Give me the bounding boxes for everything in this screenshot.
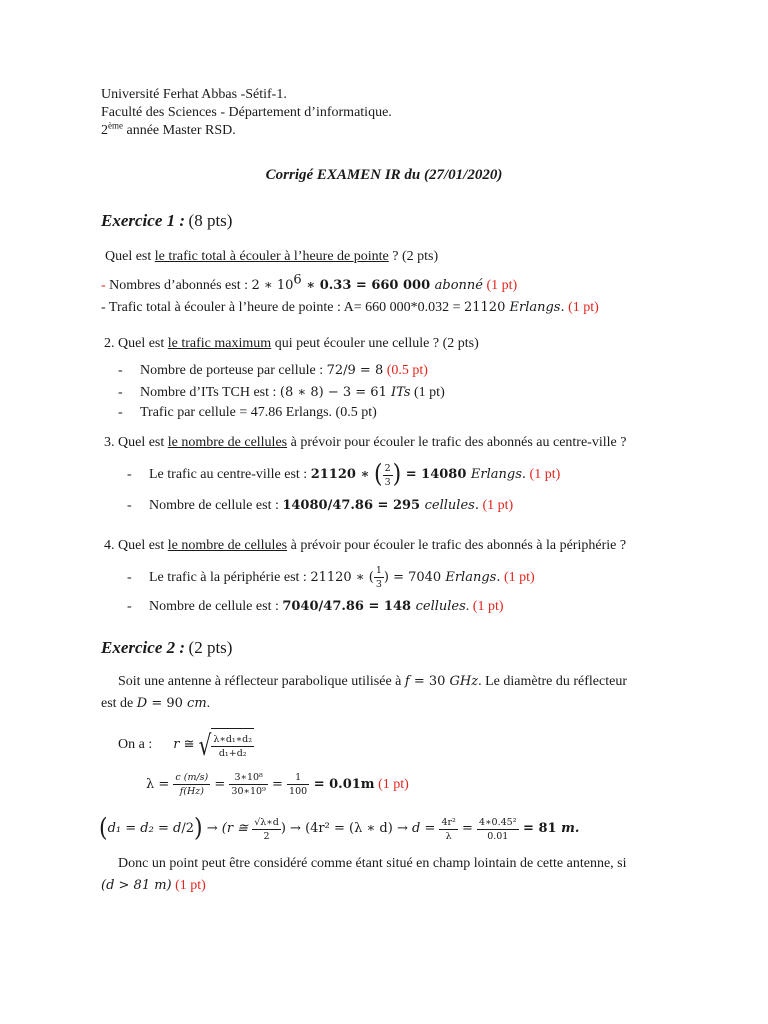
q1-answer-1-math: 2 ∗ 10 <box>251 278 294 293</box>
ex2-ona-line <box>118 728 254 762</box>
ex2-p1-text: Soit une antenne à réflecteur parabolique utilisée à <box>118 674 405 689</box>
bullet-dash: - <box>127 467 132 483</box>
q2-bullet-1-text: Nombre de porteuse par cellule : <box>140 363 327 378</box>
chain-fraction-d <box>439 817 457 842</box>
chain-r-approx: (r ≅ <box>221 821 253 837</box>
ex2-p2-D: D <box>136 696 148 711</box>
q1-answer-2-unit: Erlangs. <box>509 300 565 315</box>
lambda-denominator-1: f(Hz) <box>179 786 204 798</box>
chain-result: = 81 <box>518 821 562 837</box>
q2-bullet-2 <box>118 384 445 402</box>
q4-bullet-2-period: . <box>465 599 470 614</box>
bullet-dash: - <box>127 570 132 585</box>
r-denominator: d₁+d₂ <box>218 747 247 759</box>
q2-bullet-3-text: Trafic par cellule = 47.86 Erlangs. (0.5 pt) <box>140 405 377 420</box>
q4-bullet-1-unit: Erlangs. <box>445 570 501 585</box>
q2-underlined: le trafic maximum <box>167 336 272 351</box>
q3-bullet-1-math: 21120 ∗ <box>310 467 374 483</box>
q1-suffix: ? (2 pts) <box>388 249 439 264</box>
ona-label: On a : <box>118 737 153 753</box>
bullet-dash: - <box>127 498 132 513</box>
lambda-fraction-3 <box>287 772 309 797</box>
q2-bullet-2-text: Nombre d’ITs TCH est : <box>140 385 280 400</box>
q4-bullet-1 <box>127 565 535 591</box>
q2-bullet-2-math: (8 ∗ 8) − 3 = 61 <box>279 385 391 400</box>
approx-sign: ≅ <box>179 737 199 753</box>
q3-bullet-2 <box>127 497 513 515</box>
q1-underlined: le trafic total à écouler à l’heure de pointe <box>154 249 389 264</box>
ex2-p1-unit: GHz <box>449 674 479 689</box>
chain-two: 2 <box>185 821 194 837</box>
chain-fraction-r <box>252 817 281 842</box>
equals-sign: = <box>267 777 288 792</box>
arrow-right-icon: → <box>392 821 412 837</box>
q1-prefix: Quel est <box>105 249 155 264</box>
q4-bullet-1-points: (1 pt) <box>500 570 535 585</box>
q4-prefix: 4. Quel est <box>104 538 168 553</box>
lambda-numerator-3: 1 <box>287 772 309 785</box>
q3-bullet-1-unit: Erlangs. <box>470 467 527 483</box>
lambda-points: (1 pt) <box>374 777 409 792</box>
q4-bullet-2-unit: cellules <box>415 599 466 614</box>
q2-prefix: 2. Quel est <box>104 336 168 351</box>
q4-bullet-2-text: Nombre de cellule est : <box>149 599 283 614</box>
chain-d-equals: d = <box>411 821 440 837</box>
q1-answer-1 <box>101 272 518 295</box>
chain-unit: m. <box>561 821 580 837</box>
ex2-p2-unit: cm <box>187 696 207 711</box>
q3-bullet-2-points: (1 pt) <box>478 498 514 513</box>
q1-answer-2-math: 21120 <box>463 300 510 315</box>
arrow-right-icon: → <box>285 821 306 837</box>
q4-underlined: le nombre de cellules <box>167 538 288 553</box>
q2-bullet-1 <box>118 362 428 380</box>
ex2-lambda-line <box>146 768 409 802</box>
fraction-one-third <box>374 565 384 590</box>
ex2-conclusion-line-1: Donc un point peut être considéré comme étant situé en champ lointain de cette antenne, si <box>118 856 627 871</box>
q3-underlined: le nombre de cellules <box>167 435 288 450</box>
chain-4r2: (4r² = (λ ∗ d) <box>305 821 393 837</box>
q3-bullet-1 <box>127 461 560 489</box>
q3-prefix: 3. Quel est <box>104 435 168 450</box>
chain-close: ) <box>280 821 286 837</box>
q4-bullet-1-text: Le trafic à la périphérie est : <box>149 570 311 585</box>
question-3 <box>104 434 626 452</box>
chain-d-numerator: 4r² <box>441 816 456 828</box>
q4-bullet-2-points: (1 pt) <box>469 599 504 614</box>
r-numerator: λ∗d₁∗d₂ <box>213 733 253 745</box>
chain-slash: / <box>181 821 186 837</box>
chain-value-numerator: 4∗0.45² <box>479 816 517 828</box>
ex2-p2-value: = 90 <box>147 696 188 711</box>
ex2-conclusion-line-2 <box>101 877 206 895</box>
ex2-p1-f: f <box>404 674 410 689</box>
lambda-label: λ = <box>146 777 174 792</box>
chain-r-denominator: 2 <box>263 830 270 842</box>
q1-answer-1-math-result: ∗ 0.33 = 660 000 <box>301 278 435 293</box>
q3-bullet-2-text: Nombre de cellule est : <box>149 498 283 513</box>
question-2 <box>104 335 479 353</box>
q3-suffix: à prévoir pour écouler le trafic des abonnés au centre-ville ? <box>287 435 627 450</box>
fraction-numerator: 1 <box>375 565 382 577</box>
q3-bullet-2-unit: cellules. <box>424 498 479 513</box>
lambda-numerator-2: 3∗10⁸ <box>229 772 267 785</box>
q2-bullet-2-points: (1 pt) <box>410 385 445 400</box>
chain-r-numerator: √λ∗d <box>254 816 279 828</box>
q1-answer-1-dash: - <box>101 278 110 293</box>
fraction-numerator: 2 <box>384 462 391 474</box>
q1-answer-1-points: (1 pt) <box>483 278 518 293</box>
chain-d1-d2: d₁ = d₂ = <box>107 821 173 837</box>
q3-bullet-1-text: Le trafic au centre-ville est : <box>149 467 311 483</box>
q2-bullet-2-unit: ITs <box>390 385 411 400</box>
chain-value-denominator: 0.01 <box>487 830 509 842</box>
chain-d-denominator: λ <box>445 830 452 842</box>
q4-bullet-1-result: ) = 7040 <box>383 570 446 585</box>
conclusion-condition: (d > 81 m) <box>101 878 172 893</box>
equals-sign: = <box>457 821 478 837</box>
exercise-2-heading <box>101 637 232 661</box>
lambda-numerator-1: c (m/s) <box>175 772 209 784</box>
fraction-denominator: 3 <box>375 579 382 591</box>
q2-suffix: qui peut écouler une cellule ? (2 pts) <box>271 336 479 351</box>
exercise-2-points: (2 pts) <box>188 638 233 657</box>
q1-answer-1-unit: abonné <box>434 278 483 293</box>
q2-bullet-1-math: 72/9 = 8 <box>326 363 384 378</box>
open-paren: ( <box>99 814 108 843</box>
exercise-1-points: (8 pts) <box>188 211 233 230</box>
q1-answer-2 <box>101 299 599 317</box>
question-4 <box>104 537 626 555</box>
ex2-p2-text: est de <box>101 696 137 711</box>
q1-answer-2-text: - Trafic total à écouler à l’heure de pointe : A= 660 000*0.032 = <box>101 300 464 315</box>
lambda-denominator-2: 30∗10⁹ <box>231 786 266 798</box>
level-line <box>101 122 236 140</box>
ex2-p2-end: . <box>206 696 211 711</box>
question-1 <box>105 248 438 266</box>
fraction-denominator: 3 <box>384 476 391 488</box>
q2-bullet-1-points: (0.5 pt) <box>383 363 428 378</box>
equals-sign: = <box>210 777 230 792</box>
faculty-line: Faculté des Sciences - Département d’informatique. <box>101 105 392 120</box>
q4-bullet-2 <box>127 598 504 616</box>
lambda-fraction-1 <box>173 772 210 797</box>
q4-bullet-2-math: 7040/47.86 = 148 <box>282 599 416 614</box>
ex2-paragraph-line-2 <box>101 695 210 713</box>
q4-suffix: à prévoir pour écouler le trafic des abonnés à la périphérie ? <box>287 538 627 553</box>
ex2-p1-value: = 30 <box>409 674 450 689</box>
level-superscript: ème <box>108 120 123 131</box>
bullet-dash: - <box>127 599 132 614</box>
level-number: 2 <box>101 123 108 138</box>
sqrt-formula <box>199 728 254 762</box>
conclusion-points: (1 pt) <box>171 878 206 893</box>
chain-fraction-value <box>477 817 518 842</box>
q3-bullet-1-result: = 14080 <box>401 467 471 483</box>
ex2-paragraph-line-1 <box>118 673 627 691</box>
exercise-1-heading <box>101 210 232 234</box>
exercise-2-label: Exercice 2 : <box>101 638 186 657</box>
q1-answer-2-points: (1 pt) <box>564 300 599 315</box>
q3-bullet-2-math: 14080/47.86 = 295 <box>282 498 425 513</box>
lambda-result: = 0.01m <box>309 777 375 792</box>
chain-d: d <box>172 821 182 837</box>
q4-bullet-1-math: 21120 ∗ ( <box>310 570 374 585</box>
q2-bullet-3 <box>118 404 377 422</box>
q1-answer-1-exponent: 6 <box>293 272 302 288</box>
fraction-two-thirds <box>383 463 393 488</box>
ex2-p1-end: . Le diamètre du réflecteur <box>478 674 627 689</box>
lambda-denominator-3: 100 <box>289 786 308 798</box>
close-paren: ) <box>392 460 402 489</box>
ex2-derivation-line <box>99 812 579 846</box>
university-line: Université Ferhat Abbas -Sétif-1. <box>101 87 287 102</box>
q3-bullet-1-points: (1 pt) <box>526 467 561 483</box>
r-fraction <box>211 734 254 759</box>
bullet-dash: - <box>118 405 123 420</box>
lambda-fraction-2 <box>229 772 267 797</box>
bullet-dash: - <box>118 385 123 400</box>
close-paren: ) <box>193 814 203 843</box>
exercise-1-label: Exercice 1 : <box>101 211 186 230</box>
document-title: Corrigé EXAMEN IR du (27/01/2020) <box>265 167 503 183</box>
level-rest: année Master RSD. <box>123 123 236 138</box>
sqrt-icon: √ <box>198 728 212 762</box>
open-paren: ( <box>373 460 383 489</box>
bullet-dash: - <box>118 363 123 378</box>
r-variable: r <box>173 737 180 753</box>
q1-answer-1-text: Nombres d’abonnés est : <box>109 278 252 293</box>
arrow-right-icon: → <box>202 821 222 837</box>
